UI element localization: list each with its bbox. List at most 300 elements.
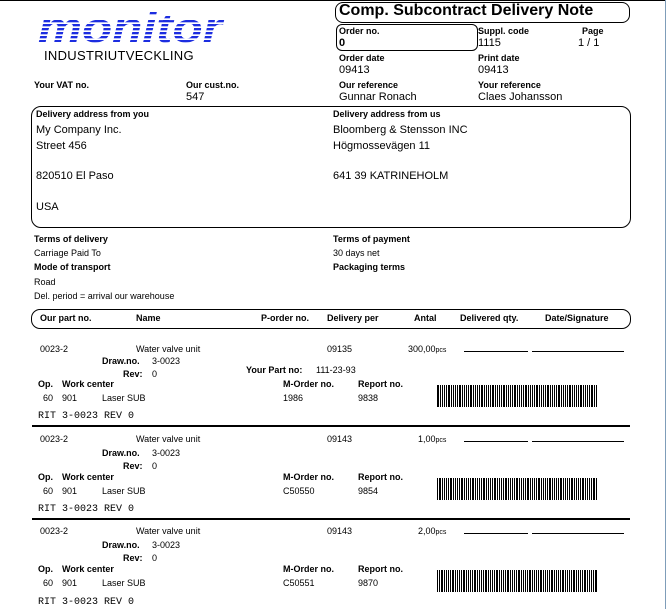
barcode-bar [521,570,522,592]
barcode-bar [583,385,584,407]
drawno-label: Draw.no. [102,448,140,458]
m-order-label: M-Order no. [283,472,334,482]
order-date-value: 09413 [339,64,370,76]
barcode-bar [565,478,566,500]
barcode-bar [569,385,571,407]
work-center-label: Work center [62,564,114,574]
barcode-bar [543,478,544,500]
terms-delivery-value: Carriage Paid To [34,248,101,258]
barcode-bar [547,570,548,592]
your-ref-label: Your reference [478,80,541,90]
barcode-bar [567,478,568,500]
barcode-bar [576,570,577,592]
barcode-bar [475,478,476,500]
barcode-bar [514,570,515,592]
barcode-bar [450,570,451,592]
barcode-bar [490,385,491,407]
document-title: Comp. Subcontract Delivery Note [339,2,594,19]
barcode-bar [574,478,575,500]
barcode-bar [571,570,572,592]
barcode-bar [558,570,559,592]
barcode-bar [444,570,445,592]
barcode-bar [459,478,460,500]
our-ref-value: Gunnar Ronach [339,91,417,103]
barcode-bar [556,570,557,592]
report-label: Report no. [358,379,403,389]
barcode-bar [571,478,573,500]
barcode-bar [530,385,531,407]
barcode-bar [585,385,586,407]
signature-line [532,441,624,442]
barcode-bar [468,570,469,592]
delivered-qty-line [464,533,528,534]
to-address-line: Högmossevägen 11 [333,140,431,152]
barcode-bar [560,570,561,592]
barcode-bar [543,385,544,407]
barcode-bar [554,478,555,500]
work-center-label: Work center [62,379,114,389]
report-label: Report no. [358,564,403,574]
report-label: Report no. [358,472,403,482]
barcode-bar [442,478,443,500]
barcode-bar [501,385,502,407]
barcode-bar [580,570,581,592]
row-separator [32,518,630,520]
drawno-label: Draw.no. [102,356,140,366]
barcode-bar [496,570,498,592]
barcode-bar [477,385,478,407]
barcode-bar [497,478,498,500]
barcode-bar [525,570,526,592]
drawno-value: 3-0023 [152,448,181,458]
m-order-value: C50551 [283,578,315,588]
barcode-bar [461,570,462,592]
barcode-bar [457,570,458,592]
barcode-bar [475,385,476,407]
barcode-bar [492,478,493,500]
barcode-bar [441,570,443,592]
row-name: Water valve unit [136,526,201,536]
row-name: Water valve unit [136,434,201,444]
barcode-bar [552,385,553,407]
barcode-bar [584,570,586,592]
barcode-bar [593,570,594,592]
barcode-bar [512,570,513,592]
barcode-bar [572,385,573,407]
barcode-bar [477,570,478,592]
barcode-bar [514,385,516,407]
barcode-bar [545,478,546,500]
barcode-bar [538,478,540,500]
m-order-value: 1986 [283,393,304,403]
barcode-bar [530,478,531,500]
suppl-code-value: 1115 [478,37,501,49]
to-address-label: Delivery address from us [333,109,441,119]
barcode-bar [563,478,564,500]
barcode-bar [464,478,465,500]
row-antal: 1,00pcs [418,434,447,444]
barcode-bar [514,478,515,500]
barcode-bar [508,478,509,500]
barcode-bar [442,385,443,407]
barcode-bar [534,478,535,500]
barcode-bar [481,385,483,407]
barcode-bar [595,570,597,592]
barcode-bar [501,570,502,592]
barcode-bar [505,570,506,592]
barcode-bar [448,385,450,407]
barcode-bar [488,570,489,592]
rit-line: RIT 3-0023 REV 0 [38,597,135,608]
from-address-line: Street 456 [36,140,87,152]
barcode-bar [580,385,582,407]
op-value: 60 [43,486,54,496]
barcode-bar [541,478,542,500]
barcode-bar [540,570,542,592]
report-value: 9854 [358,486,379,496]
barcode-bar [569,478,570,500]
barcode-bar [549,478,551,500]
barcode-bar [560,478,562,500]
barcode-bar [455,478,456,500]
barcode-bar [591,478,592,500]
transport-value: Road [34,277,56,287]
barcode-bar [550,385,551,407]
barcode-bar [591,385,593,407]
barcode-bar [483,570,484,592]
barcode-bar [444,385,445,407]
barcode-bar [499,385,500,407]
barcode-bar [474,570,476,592]
barcode-bar [562,570,564,592]
barcode-bar [523,570,524,592]
barcode-bar [499,478,500,500]
barcode-bar [525,478,526,500]
barcode-bar [451,385,452,407]
barcode-bar [528,385,529,407]
barcode-bar [558,385,560,407]
barcode-bar [499,570,500,592]
barcode-bar [479,570,480,592]
barcode-bar [578,385,579,407]
op-value: 60 [43,578,54,588]
barcode-bar [468,385,469,407]
col-date-signature: Date/Signature [545,313,609,323]
barcode-bar [527,570,528,592]
row-part-no: 0023-2 [40,526,69,536]
barcode-bar [591,570,592,592]
barcode-bar [558,478,559,500]
rev-value: 0 [152,553,158,563]
barcode-bar [472,570,473,592]
print-date-label: Print date [478,53,520,63]
barcode-bar [536,570,537,592]
barcode-bar [494,478,496,500]
m-order-label: M-Order no. [283,379,334,389]
barcode-bar [523,478,524,500]
barcode-bar [495,385,496,407]
barcode-bar [470,478,471,500]
rit-line: RIT 3-0023 REV 0 [38,411,135,422]
barcode-bar [483,478,485,500]
barcode-bar [545,570,546,592]
work-center-name: Laser SUB [102,393,146,403]
barcode [437,570,598,592]
barcode-bar [596,478,597,500]
terms-payment-label: Terms of payment [333,234,410,244]
col-delivered-qty: Delivered qty. [460,313,519,323]
barcode-bar [448,478,449,500]
our-ref-label: Our reference [339,80,399,90]
row-part-no: 0023-2 [40,434,69,444]
barcode-bar [470,385,472,407]
barcode-bar [532,385,533,407]
barcode-bar [543,570,544,592]
rit-line: RIT 3-0023 REV 0 [38,504,135,515]
row-part-no: 0023-2 [40,344,69,354]
barcode-bar [589,478,590,500]
barcode-bar [545,385,546,407]
col-part-no: Our part no. [40,313,92,323]
barcode-bar [532,478,533,500]
barcode-bar [444,478,445,500]
barcode-bar [455,385,456,407]
rev-value: 0 [152,461,158,471]
your-part-label: Your Part no: [246,365,303,375]
terms-delivery-label: Terms of delivery [34,234,108,244]
barcode-bar [459,385,461,407]
barcode-bar [556,385,557,407]
barcode-bar [437,385,439,407]
barcode-bar [457,478,458,500]
barcode-bar [490,478,491,500]
work-center-label: Work center [62,472,114,482]
your-ref-value: Claes Johansson [478,91,563,103]
barcode-bar [576,478,577,500]
barcode-bar [507,570,509,592]
barcode-bar [519,478,520,500]
barcode-bar [510,478,511,500]
barcode-bar [461,478,463,500]
barcode-bar [529,570,531,592]
barcode-bar [488,478,489,500]
from-address-label: Delivery address from you [36,109,150,119]
barcode-bar [453,385,454,407]
page-label: Page [582,26,604,36]
barcode-bar [536,385,538,407]
barcode-bar [517,385,518,407]
work-center-value: 901 [62,393,78,403]
drawno-label: Draw.no. [102,540,140,550]
barcode-bar [593,478,595,500]
terms-payment-value: 30 days net [333,248,380,258]
delivered-qty-line [464,351,528,352]
barcode-bar [589,385,590,407]
from-address-line: 820510 El Paso [36,170,114,182]
barcode-bar [505,478,507,500]
barcode-bar [481,570,482,592]
barcode-bar [462,385,463,407]
barcode-bar [574,385,575,407]
row-antal: 2,00pcs [418,526,447,536]
barcode-bar [439,478,441,500]
barcode-bar [521,385,522,407]
barcode-bar [472,478,474,500]
barcode-bar [587,478,588,500]
barcode-bar [486,385,487,407]
row-name: Water valve unit [136,344,201,354]
suppl-code-label: Suppl. code [478,26,530,36]
barcode-bar [549,570,550,592]
barcode-bar [486,478,487,500]
row-separator [32,425,630,427]
logo-subtitle: INDUSTRIUTVECKLING [44,48,194,63]
barcode-bar [587,570,588,592]
barcode-bar [479,478,480,500]
work-center-value: 901 [62,486,78,496]
col-p-order: P-order no. [261,313,310,323]
from-address-line: USA [36,201,59,213]
col-name: Name [136,313,161,323]
barcode-bar [587,385,588,407]
barcode [437,385,598,407]
logo-graphic [36,8,226,48]
rev-value: 0 [152,369,158,379]
barcode-bar [494,570,495,592]
barcode-bar [554,385,555,407]
cust-no-value: 547 [186,91,205,103]
barcode-bar [561,385,562,407]
barcode-bar [481,478,482,500]
barcode-bar [547,478,548,500]
barcode-bar [541,385,542,407]
barcode-bar [580,478,581,500]
barcode-bar [538,570,539,592]
barcode-bar [516,570,517,592]
drawno-value: 3-0023 [152,356,181,366]
barcode-bar [569,570,570,592]
barcode-bar [519,385,520,407]
barcode-bar [490,570,491,592]
barcode-bar [463,570,465,592]
barcode-bar [508,385,509,407]
your-part-value: 111-23-93 [316,365,356,375]
barcode-bar [594,385,595,407]
packaging-label: Packaging terms [333,262,406,272]
barcode-bar [534,570,535,592]
barcode-bar [547,385,549,407]
barcode-bar [470,570,471,592]
barcode-bar [567,570,568,592]
barcode-bar [551,570,553,592]
barcode-bar [440,385,441,407]
barcode-bar [497,385,498,407]
barcode-bar [554,570,555,592]
barcode-bar [576,385,577,407]
barcode-bar [466,478,467,500]
barcode-bar [518,570,520,592]
barcode [437,478,598,500]
barcode-bar [466,570,467,592]
logo-wordmark: monitor [38,8,226,48]
barcode-bar [573,570,575,592]
op-label: Op. [38,379,53,389]
barcode-bar [585,478,586,500]
signature-line [532,351,624,352]
barcode-bar [596,385,597,407]
page-value: 1 / 1 [578,37,600,49]
work-center-value: 901 [62,578,78,588]
barcode-bar [565,570,566,592]
barcode-bar [466,385,467,407]
op-label: Op. [38,564,53,574]
barcode-bar [464,385,465,407]
barcode-bar [446,478,447,500]
barcode-bar [552,478,553,500]
barcode-bar [501,478,502,500]
row-delivery-per: 09143 [327,434,353,444]
barcode-bar [578,570,579,592]
barcode-bar [448,570,449,592]
signature-line [532,533,624,534]
barcode-bar [468,478,469,500]
delivered-qty-line [464,441,528,442]
barcode-bar [473,385,474,407]
barcode-bar [437,478,438,500]
col-delivery-per: Delivery per [327,313,379,323]
to-address-line: 641 39 KATRINEHOLM [333,170,449,182]
barcode-bar [492,385,494,407]
barcode-bar [532,570,533,592]
drawno-value: 3-0023 [152,540,181,550]
barcode-bar [582,478,584,500]
barcode-bar [488,385,489,407]
delivery-period: Del. period = arrival our warehouse [34,291,175,301]
work-center-name: Laser SUB [102,486,146,496]
barcode-bar [446,570,447,592]
barcode-bar [503,570,504,592]
barcode-bar [582,570,583,592]
op-label: Op. [38,472,53,482]
barcode-bar [506,385,507,407]
barcode-bar [439,570,440,592]
company-logo [36,8,226,63]
barcode-bar [450,478,452,500]
m-order-value: C50550 [283,486,315,496]
barcode-bar [484,385,485,407]
barcode-bar [477,478,478,500]
barcode-bar [525,385,527,407]
barcode-bar [446,385,447,407]
op-value: 60 [43,393,54,403]
barcode-bar [492,570,493,592]
report-value: 9838 [358,393,379,403]
barcode-bar [523,385,524,407]
rev-label: Rev: [123,369,143,379]
barcode-bar [565,385,566,407]
barcode-bar [479,385,480,407]
barcode-bar [512,385,513,407]
barcode-bar [563,385,564,407]
barcode-bar [534,385,535,407]
row-delivery-per: 09143 [327,526,353,536]
order-no-label: Order no. [339,26,380,36]
barcode-bar [452,570,454,592]
barcode-bar [503,385,505,407]
top-border [0,0,666,1]
to-address-line: Bloomberg & Stensson INC [333,124,468,136]
barcode-bar [455,570,456,592]
